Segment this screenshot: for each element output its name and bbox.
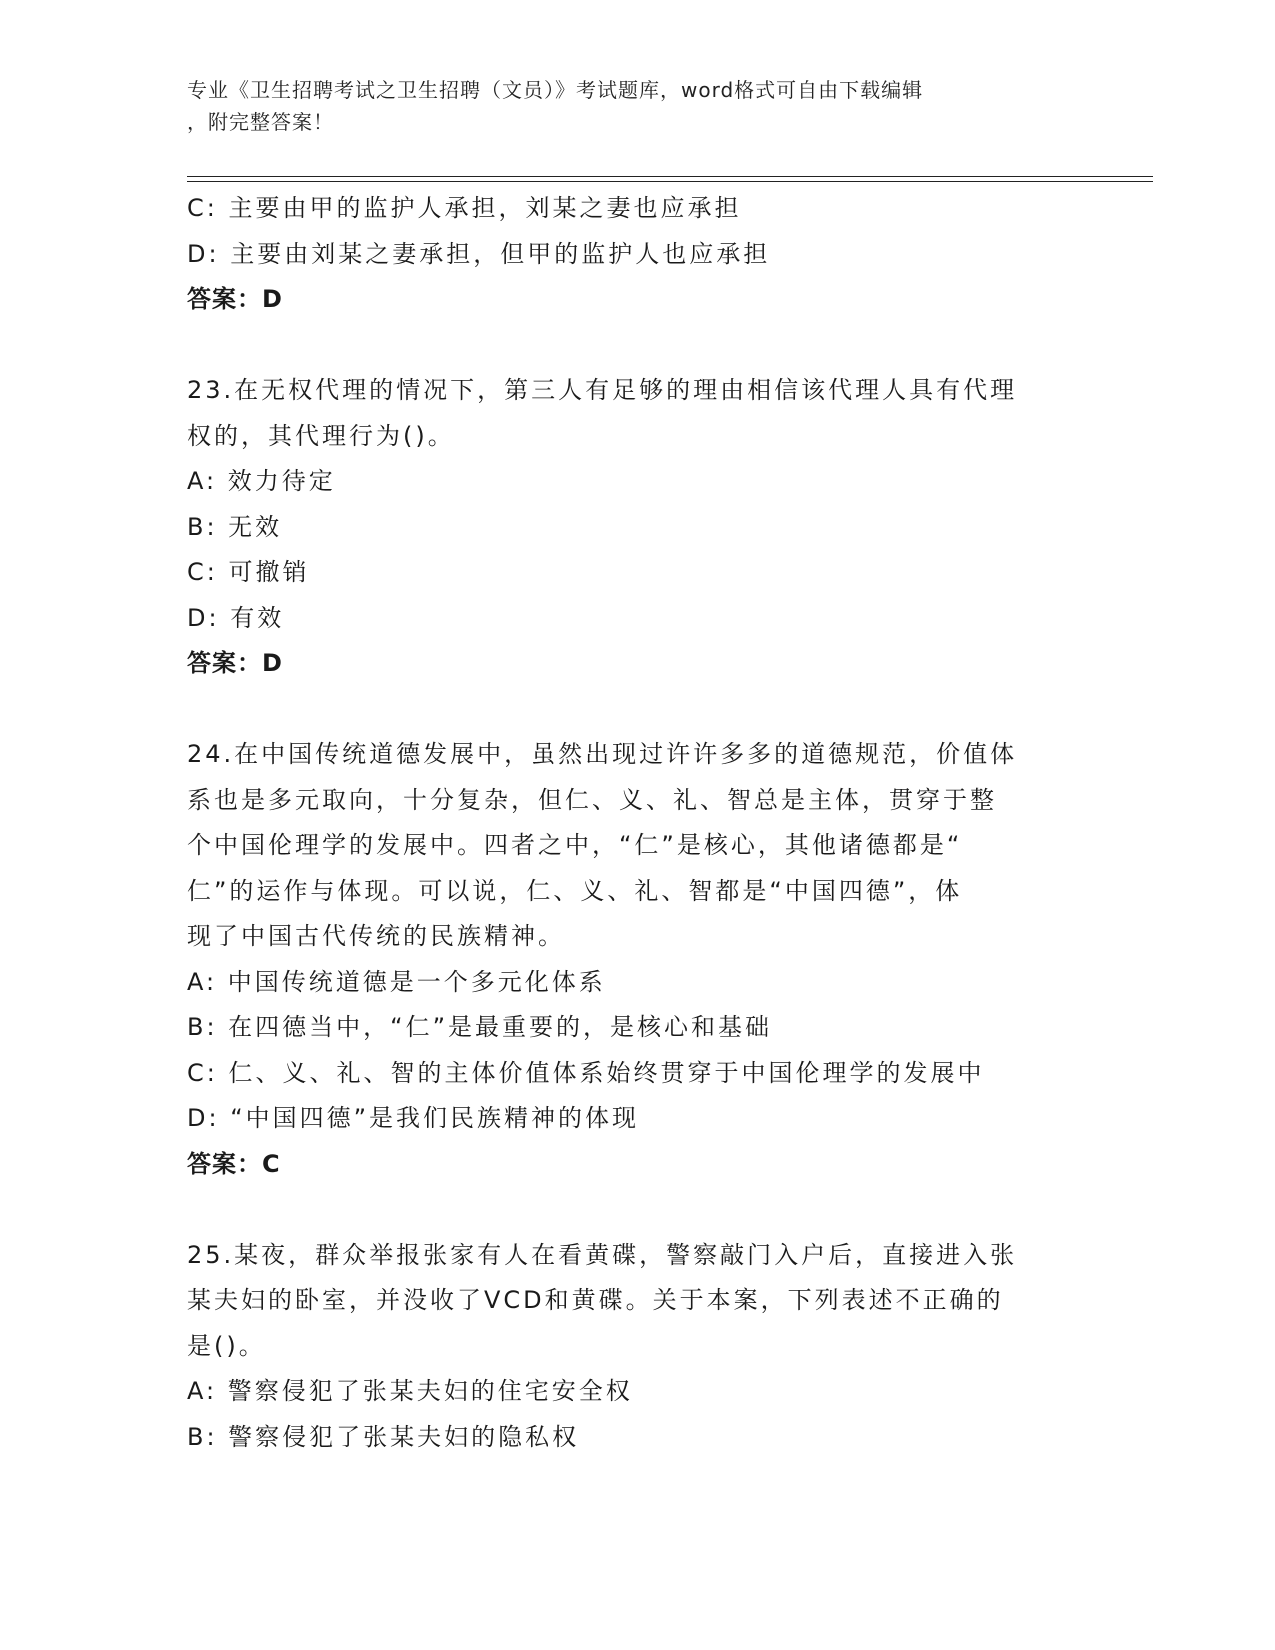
question-25 [187,1233,1087,1461]
question-stem-line: 23.在无权代理的情况下，第三人有足够的理由相信该代理人具有代理 [187,376,1018,404]
question-24 [187,732,1087,1187]
option-c: C: 可撤销 [187,558,310,586]
option-d: D: “中国四德”是我们民族精神的体现 [187,1104,640,1132]
question-23 [187,368,1087,687]
question-stem-line: 是()。 [187,1331,266,1360]
question-spacer [187,687,1087,733]
option-c: C: 主要由甲的监护人承担，刘某之妻也应承担 [187,194,742,222]
header-line-1: 专业《卫生招聘考试之卫生招聘（文员）》考试题库，word格式可自由下载编辑 [187,78,924,102]
answer-label: 答案：C [187,1149,281,1178]
header-divider-bottom [187,181,1153,182]
document-header [187,74,1087,138]
question-stem-line: 权的，其代理行为()。 [187,421,455,450]
question-stem-line: 仁”的运作与体现。可以说，仁、义、礼、智都是“中国四德”，体 [187,876,963,905]
question-22-remainder [187,186,1087,323]
question-stem-line: 25.某夜，群众举报张家有人在看黄碟，警察敲门入户后，直接进入张 [187,1240,1018,1269]
question-stem-line: 24.在中国传统道德发展中，虽然出现过许许多多的道德规范，价值体 [187,740,1018,768]
option-a: A: 警察侵犯了张某夫妇的住宅安全权 [187,1377,633,1405]
question-stem-line: 个中国伦理学的发展中。四者之中，“仁”是核心，其他诸德都是“ [187,831,963,859]
option-b: B: 警察侵犯了张某夫妇的隐私权 [187,1422,580,1451]
option-a: A: 效力待定 [187,467,336,495]
answer-label: 答案：D [187,285,283,313]
option-a: A: 中国传统道德是一个多元化体系 [187,967,606,996]
header-divider-top [187,176,1153,177]
question-stem-line: 现了中国古代传统的民族精神。 [187,922,565,950]
question-content [187,186,1087,1460]
option-b: B: 无效 [187,512,283,541]
option-d: D: 主要由刘某之妻承担，但甲的监护人也应承担 [187,239,771,268]
option-b: B: 在四德当中，“仁”是最重要的，是核心和基础 [187,1013,773,1041]
question-stem-line: 系也是多元取向，十分复杂，但仁、义、礼、智总是主体，贯穿于整 [187,785,997,814]
answer-label: 答案：D [187,649,283,677]
question-spacer [187,323,1087,369]
option-c: C: 仁、义、礼、智的主体价值体系始终贯穿于中国伦理学的发展中 [187,1058,985,1087]
question-stem-line: 某夫妇的卧室，并没收了VCD和黄碟。关于本案，下列表述不正确的 [187,1286,1004,1314]
option-d: D: 有效 [187,603,285,632]
question-spacer [187,1187,1087,1233]
header-line-2: ，附完整答案！ [187,110,334,134]
